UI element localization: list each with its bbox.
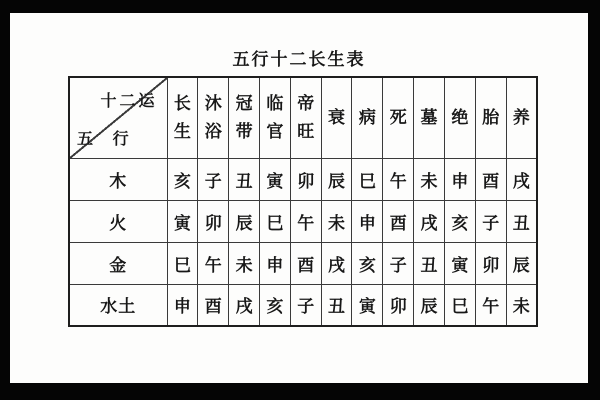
table-cell: 卯 [475,242,506,284]
table-cell: 卯 [383,284,414,326]
table-cell: 辰 [506,242,537,284]
table-cell: 亥 [444,200,475,242]
table-cell: 巳 [167,242,198,284]
table-cell: 丑 [414,242,445,284]
table-cell: 未 [229,242,260,284]
table-cell: 辰 [321,158,352,200]
table-cell: 午 [290,200,321,242]
table-cell: 酉 [198,284,229,326]
table-cell: 丑 [321,284,352,326]
table-cell: 午 [383,158,414,200]
table-cell: 午 [198,242,229,284]
table-cell: 申 [352,200,383,242]
table-cell: 戌 [506,158,537,200]
table-cell: 寅 [167,200,198,242]
table-cell: 亥 [259,284,290,326]
table-cell: 亥 [352,242,383,284]
table-cell: 巳 [444,284,475,326]
table-cell: 辰 [229,200,260,242]
table-cell: 申 [259,242,290,284]
column-header: 病 [352,77,383,158]
column-header: 临官 [259,77,290,158]
table-cell: 戌 [414,200,445,242]
corner-label-five-elements: 五 行 [77,128,136,148]
table-cell: 酉 [383,200,414,242]
diagonal-corner-cell [69,77,167,158]
table-cell: 申 [444,158,475,200]
table-row-wood [69,158,537,200]
table-cell: 未 [506,284,537,326]
table-cell: 子 [475,200,506,242]
scanned-page [10,13,588,383]
column-header: 养 [506,77,537,158]
table-cell: 卯 [290,158,321,200]
table-row-metal [69,242,537,284]
column-header: 沐浴 [198,77,229,158]
column-header: 绝 [444,77,475,158]
table-cell: 未 [321,200,352,242]
corner-label-twelve-stages: 十二运 [100,91,158,110]
table-row-water-earth [69,284,537,326]
table-cell: 寅 [444,242,475,284]
table-cell: 巳 [259,200,290,242]
table-cell: 未 [414,158,445,200]
five-elements-table [68,76,538,327]
table-cell: 巳 [352,158,383,200]
page-title: 五行十二长生表 [232,50,366,70]
column-header: 长生 [167,77,198,158]
table-row-fire [69,200,537,242]
table-cell: 子 [198,158,229,200]
table-cell: 寅 [259,158,290,200]
row-label: 火 [69,200,167,242]
column-header: 冠带 [229,77,260,158]
table-cell: 戌 [229,284,260,326]
column-header: 帝旺 [290,77,321,158]
table-cell: 申 [167,284,198,326]
column-header: 胎 [475,77,506,158]
table-cell: 子 [383,242,414,284]
table-cell: 酉 [290,242,321,284]
table-cell: 丑 [506,200,537,242]
table-cell: 辰 [414,284,445,326]
row-label: 水土 [69,284,167,326]
table-cell: 戌 [321,242,352,284]
column-header: 死 [383,77,414,158]
row-label: 木 [69,158,167,200]
column-header: 墓 [414,77,445,158]
row-label: 金 [69,242,167,284]
table-cell: 亥 [167,158,198,200]
table-cell: 午 [475,284,506,326]
table-cell: 酉 [475,158,506,200]
table-cell: 丑 [229,158,260,200]
column-header: 衰 [321,77,352,158]
table-cell: 卯 [198,200,229,242]
table-header-row [69,77,537,158]
table-cell: 子 [290,284,321,326]
table-cell: 寅 [352,284,383,326]
